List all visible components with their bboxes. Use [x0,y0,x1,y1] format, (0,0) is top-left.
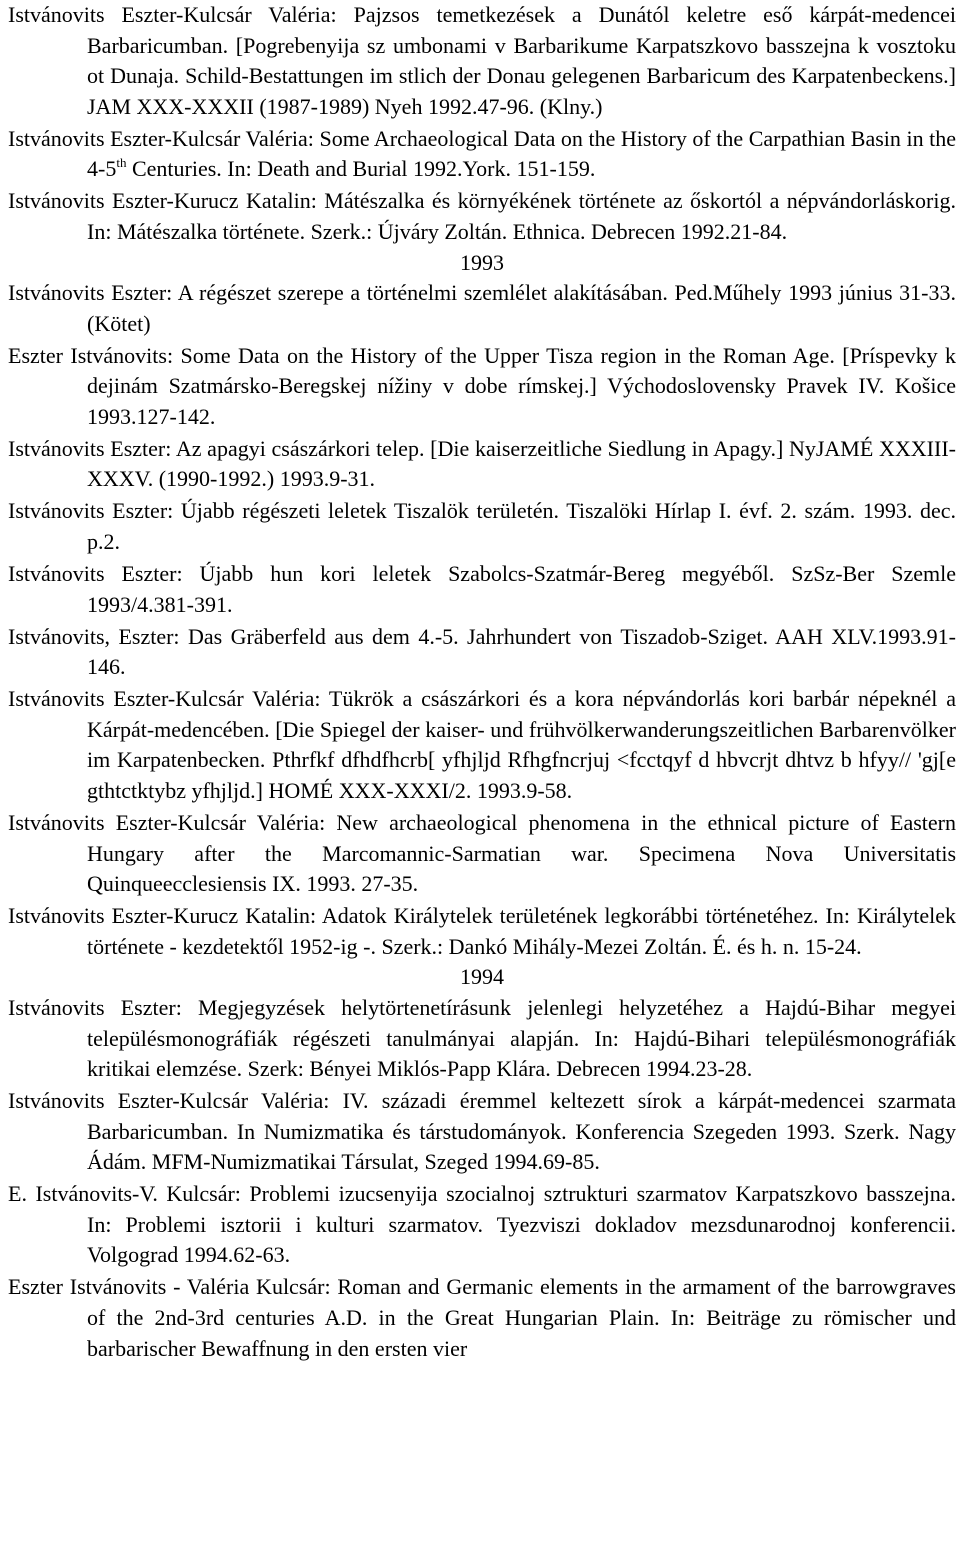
bibliography-entry: Istvánovits Eszter-Kulcsár Valéria: New archaeological phenomena in the ethnical picture of Eastern Hungary after the Marcomannic-Sarmatian war. Specimena Nova Universitatis Quinqueecclesiensis IX. 1993. 27-35. [8,809,956,897]
bibliography-entry: Istvánovits Eszter-Kulcsár Valéria: Pajzsos temetkezések a Dunától keletre eső kárpát-medencei Barbaricumban. [Pogrebenyija sz umbonami v Barbarikume Karpatszkovo basszejna k vosztoku ot Dunaja. Schild-Bestattungen im stlich der Donau gelegenen Barbaricum des Karpatenbeckens.] JAM XXX-XXXII (1987-1989) Nyeh 1992.47-96. (Klny.) [8,2,956,119]
bibliography-entry: Istvánovits Eszter-Kurucz Katalin: Mátészalka és környékének története az őskortól a népvándorláskorig. In: Mátészalka története. Szerk.: Újváry Zoltán. Ethnica. Debrecen 1992.21-84. [8,188,956,244]
entry-text-part: Centuries. In: Death and Burial 1992.York. 151-159. [126,156,596,182]
bibliography-entry: E. Istvánovits-V. Kulcsár: Problemi izucsenyija szocialnoj sztrukturi szarmatov Karpatszkovo basszejna. In: Problemi isztorii i kulturi szarmatov. Tyezviszi dokladov mezsdunarodnoj konferencii. Volgograd 1994.62-63. [8,1181,956,1268]
bibliography-entry: Istvánovits Eszter: Megjegyzések helytörtenetírásunk jelenlegi helyzetéhez a Hajdú-Bihar megyei településmonográfiák régészeti tanulmányai alapján. In: Hajdú-Bihari településmonográfiák kritikai elemzése. Szerk: Bényei Miklós-Papp Klára. Debrecen 1994.23-28. [8,994,956,1082]
bibliography-entry [8,124,956,185]
entry-text-part: Istvánovits Eszter-Kulcsár Valéria: Some Archaeological Data on the History of the Carpathian Basin in the 4-5 [8,125,956,182]
bibliography-entry: Istvánovits Eszter: A régészet szerepe a történelmi szemlélet alakításában. Ped.Műhely 1993 június 31-33. (Kötet) [8,280,956,336]
bibliography-page [8,0,956,1364]
year-heading: 1994 [460,964,504,990]
bibliography-entry: Istvánovits Eszter: Újabb régészeti leletek Tiszalök területén. Tiszalöki Hírlap I. évf. 2. szám. 1993. dec. p.2. [8,498,956,555]
bibliography-entry: Eszter Istvánovits - Valéria Kulcsár: Roman and Germanic elements in the armament of the barrowgraves of the 2nd-3rd centuries A.D. in the Great Hungarian Plain. In: Beiträge zu römischer und barbarischer Bewaffnung in den ersten vier [8,1274,956,1361]
bibliography-entry: Eszter Istvánovits: Some Data on the History of the Upper Tisza region in the Roman Age. [Príspevky k dejinám Szatmársko-Beregskej nížiny v dobe rímskej.] Východoslovensky Pravek IV. Košice 1993.127-142. [8,342,956,429]
bibliography-entry: Istvánovits Eszter: Az apagyi császárkori telep. [Die kaiserzeitliche Siedlung in Apagy.] NyJAMÉ XXXIII-XXXV. (1990-1992.) 1993.9-31. [8,435,956,492]
bibliography-entry: Istvánovits Eszter-Kulcsár Valéria: IV. századi éremmel keltezett sírok a kárpát-medencei szarmata Barbaricumban. In Numizmatika és társtudományok. Konferencia Szegeden 1993. Szerk. Nagy Ádám. MFM-Numizmatikai Társulat, Szeged 1994.69-85. [8,1088,956,1175]
year-heading: 1993 [460,249,504,275]
superscript-ordinal: th [116,155,127,171]
bibliography-entry: Istvánovits Eszter: Újabb hun kori leletek Szabolcs-Szatmár-Bereg megyéből. SzSz-Ber Szemle 1993/4.381-391. [8,561,956,617]
bibliography-entry: Istvánovits, Eszter: Das Gräberfeld aus dem 4.-5. Jahrhundert von Tiszadob-Sziget. AAH XLV.1993.91-146. [8,623,956,680]
bibliography-entry: Istvánovits Eszter-Kurucz Katalin: Adatok Királytelek területének legkorábbi történetéhez. In: Királytelek története - kezdetektől 1952-ig -. Szerk.: Dankó Mihály-Mezei Zoltán. É. és h. n. 15-24. [8,903,956,959]
bibliography-entry: Istvánovits Eszter-Kulcsár Valéria: Tükrök a császárkori és a kora népvándorlás kori barbár népeknél a Kárpát-medencében. [Die Spiegel der kaiser- und frühvölkerwanderungszeitlichen Barbarenvölker im Karpatenbecken. Pthrfkf dfhdfhcrb[ yfhjljd Rfhgfncrjuj <fcctqyf d hbvcrjt dhtvz b hfyy// 'gj[e gthtctktybz yfhjljd.] HOMÉ XXX-XXXI/2. 1993.9-58. [8,686,956,803]
